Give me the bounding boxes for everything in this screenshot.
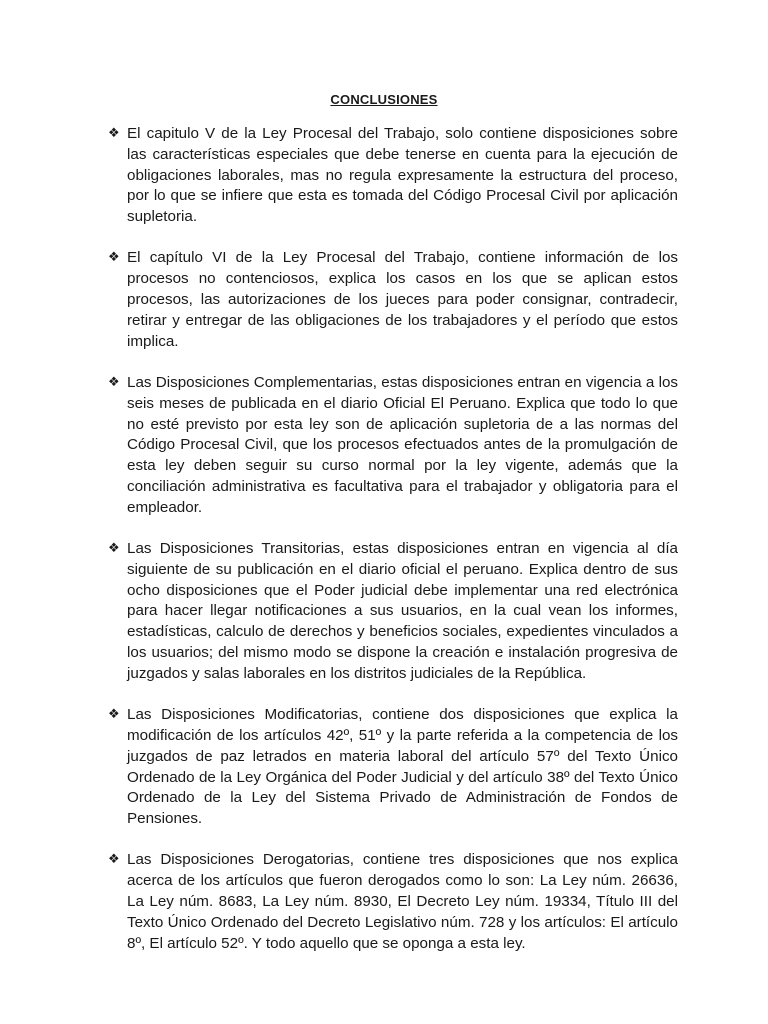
list-item: [108, 373, 678, 519]
diamond-bullet-icon: ❖: [108, 541, 120, 557]
list-item: [108, 248, 678, 352]
page-title: CONCLUSIONES: [330, 92, 438, 107]
list-item: [108, 705, 678, 830]
list-item: [108, 124, 678, 228]
list-item-text: Las Disposiciones Transitorias, estas disposiciones entran en vigencia al día siguiente de su publicación en el diario oficial el peruano. Explica dentro de sus ocho disposiciones que el Poder judicial debe implementar una red electrónica para hacer llegar notificaciones a sus usuarios, en la cual vean los informes, estadísticas, calculo de derechos y beneficios sociales, expedientes vinculados a los usuarios; del mismo modo se dispone la creación e instalación progresiva de juzgados y salas laborales en los distritos judiciales de la República.: [127, 540, 678, 682]
list-item-text: El capítulo VI de la Ley Procesal del Trabajo, contiene información de los procesos no contenciosos, explica los casos en los que se aplican estos procesos, las autorizaciones de los jueces para poder consignar, contradecir, retirar y entregar de las obligaciones de los trabajadores y el período que estos implica.: [127, 249, 678, 350]
list-item-text: Las Disposiciones Complementarias, estas disposiciones entran en vigencia a los seis meses de publicada en el diario Oficial El Peruano. Explica que todo lo que no esté previsto por esta ley son de aplicación supletoria de a las normas del Código Procesal Civil, que los procesos efectuados antes de la promulgación de esta ley deben seguir su curso normal por la ley vigente, además que la conciliación administrativa es facultativa para el trabajador y obligatoria para el empleador.: [127, 373, 678, 516]
diamond-bullet-icon: ❖: [108, 707, 120, 723]
list-item-text: El capitulo V de la Ley Procesal del Trabajo, solo contiene disposiciones sobre las características especiales que debe tenerse en cuenta para la ejecución de obligaciones laborales, mas no regula expresamente la estructura del proceso, por lo que se infiere que esta es tomada del Código Procesal Civil por aplicación supletoria.: [127, 125, 678, 226]
list-item: [108, 850, 678, 954]
conclusions-list: [108, 124, 678, 975]
diamond-bullet-icon: ❖: [108, 250, 120, 266]
diamond-bullet-icon: ❖: [108, 126, 120, 141]
diamond-bullet-icon: ❖: [108, 852, 120, 868]
diamond-bullet-icon: ❖: [108, 374, 120, 390]
list-item-text: Las Disposiciones Derogatorias, contiene tres disposiciones que nos explica acerca de los artículos que fueron derogados como lo son: La Ley núm. 26636, La Ley núm. 8683, La Ley núm. 8930, El Decreto Ley núm. 19334, Título III del Texto Único Ordenado del Decreto Legislativo núm. 728 y los artículos: El artículo 8º, El artículo 52º. Y todo aquello que se oponga a esta ley.: [127, 851, 678, 952]
list-item-text: Las Disposiciones Modificatorias, contiene dos disposiciones que explica la modificación de los artículos 42º, 51º y la parte referida a la competencia de los juzgados de paz letrados en materia laboral del artículo 57º del Texto Único Ordenado de la Ley Orgánica del Poder Judicial y del artículo 38º del Texto Único Ordenado de la Ley del Sistema Privado de Administración de Fondos de Pensiones.: [127, 706, 678, 828]
list-item: [108, 539, 678, 685]
